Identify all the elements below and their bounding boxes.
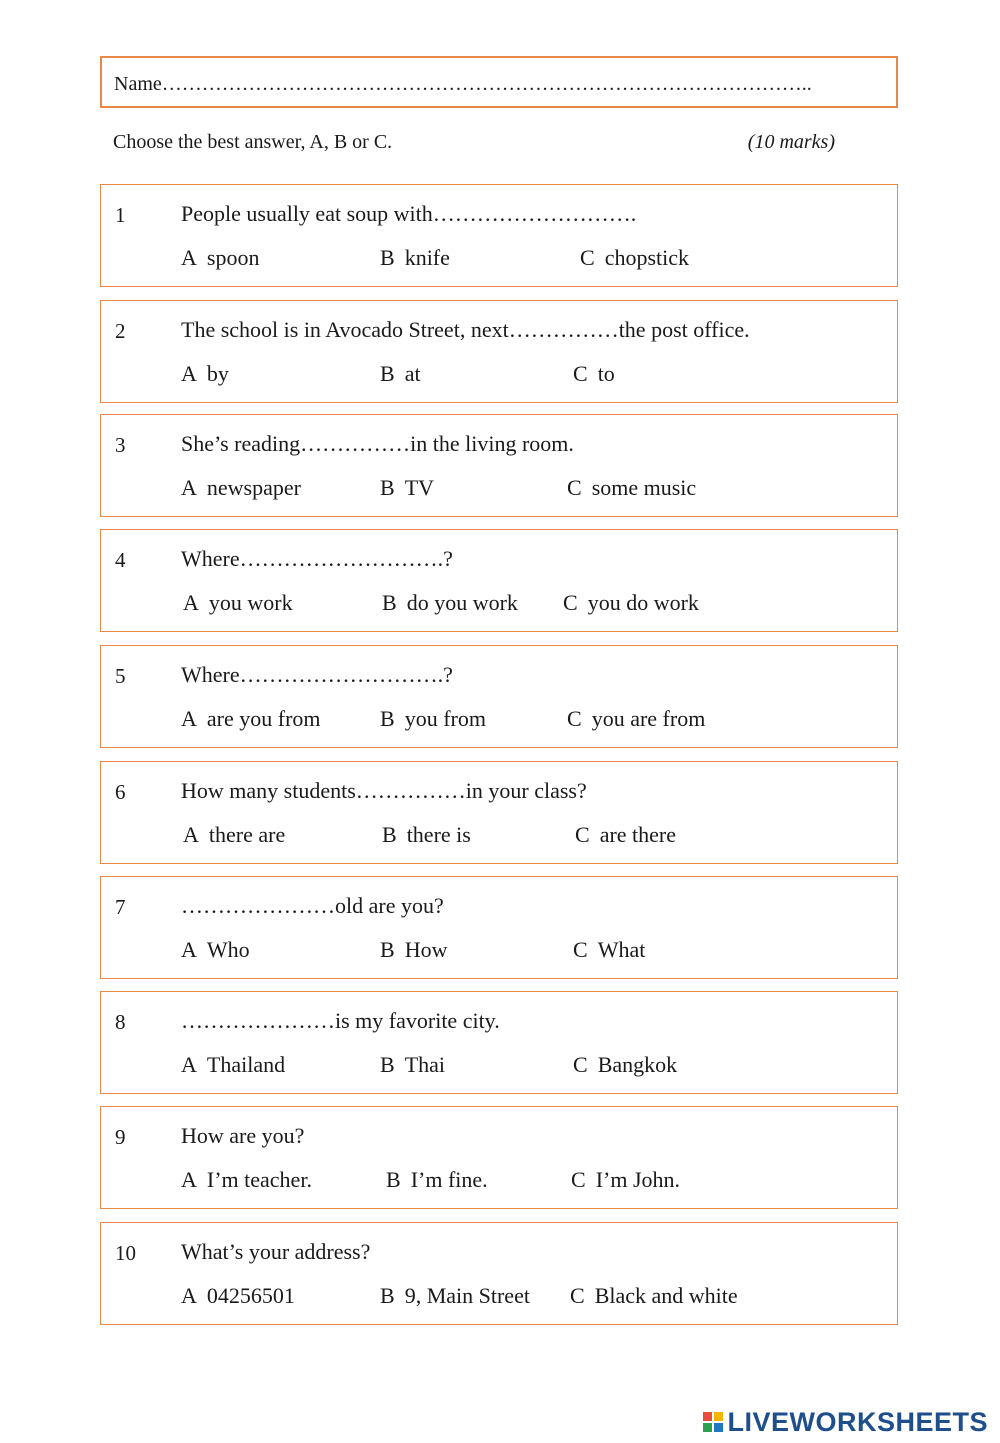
option-c[interactable]: C What xyxy=(573,937,646,962)
marks-label: (10 marks) xyxy=(747,131,835,153)
option-b[interactable]: B do you work xyxy=(382,590,518,615)
option-b[interactable]: B I’m fine. xyxy=(386,1167,488,1192)
question-box xyxy=(100,1106,898,1209)
option-a[interactable]: A you work xyxy=(183,590,293,615)
option-c[interactable]: C are there xyxy=(575,822,677,847)
question-box xyxy=(100,645,898,748)
option-b[interactable]: B Thai xyxy=(380,1052,446,1077)
option-a[interactable]: A 04256501 xyxy=(181,1283,295,1308)
option-c[interactable]: C Bangkok xyxy=(573,1052,678,1077)
question-number: 5 xyxy=(115,664,126,688)
option-a[interactable]: A newspaper xyxy=(181,475,301,500)
option-a[interactable]: A Thailand xyxy=(181,1052,286,1077)
logo-grid-icon xyxy=(703,1412,723,1432)
option-b[interactable]: B knife xyxy=(380,245,450,270)
question-number: 8 xyxy=(115,1010,126,1034)
question-text: …………………is my favorite city. xyxy=(181,1008,500,1033)
option-c[interactable]: C some music xyxy=(567,475,697,500)
option-a[interactable]: A I’m teacher. xyxy=(181,1167,312,1192)
option-a[interactable]: A spoon xyxy=(181,245,260,270)
option-c[interactable]: C I’m John. xyxy=(571,1167,681,1192)
option-a[interactable]: A are you from xyxy=(181,706,321,731)
question-box xyxy=(100,529,898,632)
question-box xyxy=(100,1222,898,1325)
question-text: …………………old are you? xyxy=(181,893,444,918)
question-number: 1 xyxy=(115,203,126,227)
question-box xyxy=(100,414,898,517)
question-text: People usually eat soup with………………………. xyxy=(181,201,637,226)
question-number: 6 xyxy=(115,780,126,804)
option-b[interactable]: B 9, Main Street xyxy=(380,1283,530,1308)
option-c[interactable]: C to xyxy=(573,361,615,386)
question-text: How many students……………in your class? xyxy=(181,778,587,803)
name-label: Name…………………………………………………………………………………….. xyxy=(114,73,812,95)
question-box xyxy=(100,761,898,864)
question-text: Where……………………….? xyxy=(181,662,453,687)
option-b[interactable]: B you from xyxy=(380,706,486,731)
instructions xyxy=(113,131,835,154)
option-c[interactable]: C you are from xyxy=(567,706,706,731)
question-text: She’s reading……………in the living room. xyxy=(181,431,574,456)
instruction-text: Choose the best answer, A, B or C. xyxy=(113,131,393,153)
name-field[interactable] xyxy=(100,56,898,108)
option-b[interactable]: B at xyxy=(380,361,421,386)
option-b[interactable]: B How xyxy=(380,937,448,962)
question-text: What’s your address? xyxy=(181,1239,371,1264)
option-c[interactable]: C chopstick xyxy=(580,245,690,270)
question-box xyxy=(100,300,898,403)
option-c[interactable]: C you do work xyxy=(563,590,699,615)
question-number: 9 xyxy=(115,1125,126,1149)
question-number: 7 xyxy=(115,895,126,919)
option-a[interactable]: A by xyxy=(181,361,229,386)
question-box xyxy=(100,184,898,287)
question-number: 2 xyxy=(115,319,126,343)
question-text: Where……………………….? xyxy=(181,546,453,571)
option-a[interactable]: A there are xyxy=(183,822,286,847)
question-text: How are you? xyxy=(181,1123,305,1148)
question-box xyxy=(100,991,898,1094)
question-number: 10 xyxy=(115,1241,136,1265)
option-c[interactable]: C Black and white xyxy=(570,1283,738,1308)
question-number: 3 xyxy=(115,433,126,457)
option-a[interactable]: A Who xyxy=(181,937,250,962)
question-text: The school is in Avocado Street, next……………the post office. xyxy=(181,317,750,342)
question-box xyxy=(100,876,898,979)
logo-text: LIVEWORKSHEETS xyxy=(727,1406,988,1437)
option-b[interactable]: B there is xyxy=(382,822,471,847)
question-number: 4 xyxy=(115,548,126,572)
liveworksheets-logo xyxy=(703,1407,988,1437)
option-b[interactable]: B TV xyxy=(380,475,435,500)
